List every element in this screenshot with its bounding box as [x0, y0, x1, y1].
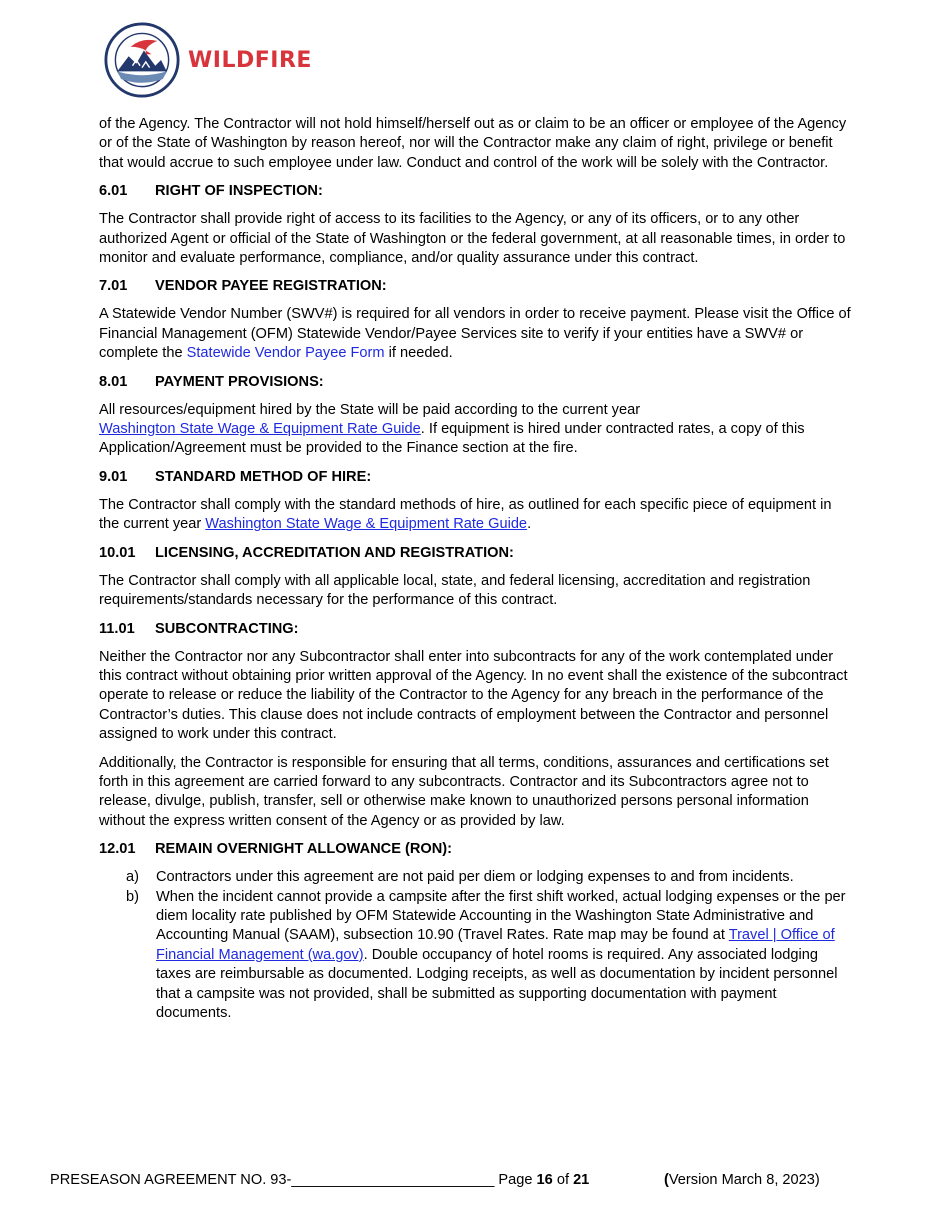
section-number: 10.01 [99, 544, 136, 561]
text: . If equipment is hired under contracted rates, a copy of this Application/Agreement must be provided to the Finance section at the fire. [99, 421, 805, 457]
section-number: 12.01 [99, 841, 136, 858]
text: . Double occupancy of hotel rooms is required. Any associated lodging taxes are reimbursable as documented. Lodging receipts, as well as documentation by incident personnel that a campsite was not provided, shall be submitted as supporting documentation with payment documents. [156, 946, 838, 1021]
hire-method-paragraph [99, 496, 851, 535]
section-title: LICENSING, ACCREDITATION AND REGISTRATION: [155, 544, 514, 561]
section-title: PAYMENT PROVISIONS: [155, 373, 324, 390]
page-number: 16 [536, 1172, 553, 1188]
ron-list [99, 868, 851, 1023]
text: All resources/equipment hired by the State will be paid according to the current year [99, 401, 641, 418]
text: Contractors under this agreement are not paid per diem or lodging expenses to and from incidents. [156, 869, 794, 886]
section-title: VENDOR PAYEE REGISTRATION: [155, 278, 387, 295]
footer-agreement-page [50, 1172, 589, 1188]
section-heading-10 [99, 544, 851, 563]
list-label: a) [126, 869, 139, 886]
wildfire-wordmark: WILDFIRE [188, 47, 312, 73]
list-item [99, 888, 851, 1024]
text: A Statewide Vendor Number (SWV#) is required for all vendors in order to receive payment. Please visit the Office of Financial Management (OFM) Statewide Vendor/Payee Services site to verify if your entities have a SWV# or complete the [99, 306, 851, 362]
section-number: 11.01 [99, 620, 135, 637]
agreement-number: PRESEASON AGREEMENT NO. 93-_________________________ [50, 1172, 495, 1188]
inspection-paragraph: The Contractor shall provide right of access to its facilities to the Agency, or any of its officers, or to any other authorized Agent or official of the State of Washington or the federal government, at all reasonable times, in order to monitor and evaluate performance, compliance, and/or quality assurance under this contract. [99, 211, 846, 267]
section-heading-8 [99, 373, 851, 392]
vendor-payee-form-link[interactable]: Statewide Vendor Payee Form [186, 345, 385, 362]
section-heading-6 [99, 182, 851, 201]
section-title: SUBCONTRACTING: [155, 620, 299, 637]
section-heading-9 [99, 468, 851, 487]
section-title: STANDARD METHOD OF HIRE: [155, 468, 372, 485]
version-label [664, 1172, 820, 1188]
subcontracting-paragraph-1: Neither the Contractor nor any Subcontractor shall enter into subcontracts for any of the work contemplated under this contract without obtaining prior written approval of the Agency. In no event shall the existence of the subcontract operate to release or reduce the liability of the Contractor to the Agency for any breach in the performance of the Contractor’s duties. This clause does not include contracts of employment between the Contractor and personnel assigned to work under this contract. [99, 648, 848, 743]
text: When the incident cannot provide a campsite after the first shift worked, actual lodging expenses or the per diem locality rate published by OFM Statewide Accounting in the Washington State Administrative and Accounting Manual (SAAM), subsection 10.90 (Travel Rates. Rate map may be found at [156, 888, 846, 944]
vendor-paragraph [99, 305, 851, 363]
licensing-paragraph: The Contractor shall comply with all applicable local, state, and federal licensing, accreditation and registration requirements/standards necessary for the performance of this contract. [99, 572, 811, 609]
list-item [99, 868, 851, 887]
dnr-wildfire-logo [104, 22, 312, 98]
section-title: RIGHT OF INSPECTION: [155, 183, 323, 200]
continuation-paragraph: of the Agency. The Contractor will not hold himself/herself out as or claim to be an officer or employee of the Agency or of the State of Washington by reason hereof, nor will the Contractor make any claim of right, privilege or benefit that would accrue to such employee under law. Conduct and control of the work will be solely with the Contractor. [99, 116, 847, 171]
version-paren: ( [664, 1172, 669, 1188]
document-body [99, 115, 851, 1023]
section-number: 6.01 [99, 183, 128, 200]
ofm-travel-link[interactable]: Travel | Office of Financial Management (wa.gov) [156, 927, 835, 963]
subcontracting-paragraph-2: Additionally, the Contractor is responsible for ensuring that all terms, conditions, assurances and certifications set forth in this agreement are carried forward to any subcontracts. Contractor and its Subcontractors agree not to release, divulge, publish, transfer, sell or otherwise make known to unauthorized persons personal information without the express written consent of the Agency or as provided by law. [99, 754, 829, 829]
dnr-seal-icon [104, 22, 180, 98]
payment-paragraph [99, 401, 851, 459]
section-title: REMAIN OVERNIGHT ALLOWANCE (RON): [155, 841, 452, 858]
text: The Contractor shall comply with the standard methods of hire, as outlined for each specific piece of equipment in the current year [99, 496, 832, 533]
section-number: 7.01 [99, 278, 128, 295]
section-number: 8.01 [99, 373, 128, 390]
list-label: b) [126, 888, 139, 905]
section-heading-7 [99, 277, 851, 296]
text: if needed. [384, 345, 453, 362]
text: . [527, 516, 532, 533]
page-word: Page [498, 1172, 533, 1188]
section-number: 9.01 [99, 468, 128, 485]
version-text: Version March 8, 2023) [668, 1172, 820, 1188]
rate-guide-link[interactable]: Washington State Wage & Equipment Rate Guide [205, 516, 528, 533]
section-heading-11 [99, 620, 851, 639]
section-heading-12 [99, 840, 851, 859]
rate-guide-link[interactable]: Washington State Wage & Equipment Rate Guide [99, 421, 421, 438]
of-word: of [556, 1172, 569, 1188]
page-total: 21 [573, 1172, 590, 1188]
